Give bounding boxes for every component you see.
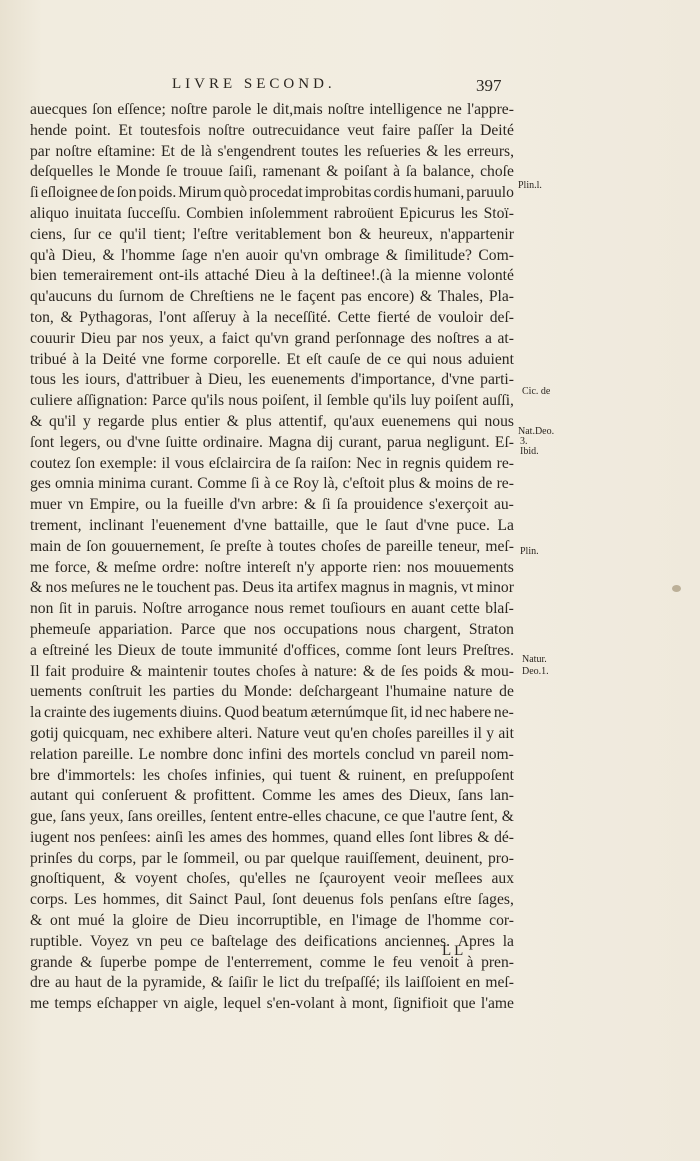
text-line: me force, & meſme ordre: noſtre intereſt n'y apporte rien: nos mouuements [30, 558, 514, 576]
margin-note: Deo.1. [522, 666, 549, 677]
body-text [30, 100, 514, 1015]
text-line: phemeuſe appariation. Parce que nos occupations nous chargent, Straton [30, 620, 514, 638]
text-line: corps. Les hommes, dit Sainct Paul, ſont deuenus fols penſans eſtre ſages, [30, 891, 514, 909]
page-number: 397 [476, 76, 502, 95]
text-line: a eſtreiné les Dieux de toute immunité d'offices, comme ſont leurs Preſtres. [30, 641, 514, 659]
text-line: & nos meſures ne le touchent pas. Deus ita artifex magnus in magnis, vt minor [30, 579, 514, 597]
text-line: trement, inclinant l'euenement d'vne battaille, que le ſaut d'vne puce. La [30, 516, 514, 534]
text-line: non ſit in paruis. Noſtre arrogance nous remet touſiours en auant cette blaſ- [30, 600, 514, 618]
text-line: couurir Dieu par nos yeux, a faict qu'vn grand perſonnage des noſtres a at- [30, 329, 514, 347]
running-head: LIVRE SECOND. [172, 76, 336, 92]
margin-note: Cic. de [522, 386, 551, 397]
text-line: culiere aſſignation: Parce qu'ils nous poiſent, il ſemble qu'ils luy poiſent auſſi, [30, 392, 514, 410]
text-line: Il fait produire & maintenir toutes choſes à nature: & de ſes poids & mou- [30, 662, 514, 680]
margin-note: 3. [520, 436, 528, 447]
text-line: la crainte des iugements diuins. Quod beatum æternúmque ſit, id nec habere ne- [30, 704, 514, 722]
text-line: autant qui conſeruent & profittent. Comme les ames des Dieux, ſans lan- [30, 787, 514, 805]
text-line: main de ſon gouuernement, ſe preſte à toutes choſes de pareille teneur, meſ- [30, 537, 514, 555]
text-line: & ont mué la gloire de Dieu incorruptible, en l'image de l'homme cor- [30, 912, 514, 930]
text-line: ges omnia minima curant. Comme ſi à ce Roy là, c'eſtoit plus & moins de re- [30, 475, 514, 493]
text-line: iugent nos penſees: ainſi les ames des hommes, quand elles ſont libres & dé- [30, 828, 514, 846]
text-line: qu'aucuns du ſurnom de Chreſtiens ne le façent pas encore) & Thales, Pla- [30, 288, 514, 306]
text-line: prinſes du corps, par le ſommeil, ou par quelque rauiſſement, deuinent, pro- [30, 849, 514, 867]
text-line: ruptible. Voyez vn peu ce baſtelage des deifications anciennes. Apres la [30, 932, 514, 950]
text-line: ſi eſloignee de ſon poids. Mirum quò procedat improbitas cordis humani, paruulo [30, 184, 514, 202]
paper-stain [672, 585, 681, 592]
text-line: bien temerairement ont-ils attaché Dieu à la deſtinee!.(à la mienne volonté [30, 267, 514, 285]
margin-note: Plin.l. [518, 180, 542, 191]
page-header [0, 76, 700, 100]
text-line: ciens, ſur ce qu'il tient; l'eſtre veritablement bon & heureux, n'appartenir [30, 225, 514, 243]
margin-note: Nat.Deo. [518, 426, 555, 437]
text-line: auecques ſon eſſence; noſtre parole le dit,mais noſtre intelligence ne l'appre- [30, 101, 514, 118]
text-line: me temps eſchapper vn aigle, lequel s'en-volant à mont, ſignifioit que l'ame [30, 995, 514, 1013]
text-line: uements conſtruit les parties du Monde: deſchargeant l'humaine nature de [30, 683, 514, 701]
text-line: ſont legers, ou d'vne ſuitte ordinaire. Magna dij curant, parua negligunt. Eſ- [30, 433, 514, 451]
text-line: bre d'immortels: les choſes infinies, qui tuent & ruinent, en preſuppoſent [30, 766, 514, 784]
text-line: gnoſtiquent, & voyent choſes, qu'elles ne ſçauroyent veoir meſlees aux [30, 870, 514, 888]
text-line: hende point. Et toutesfois noſtre outrecuidance veut faire paſſer la Deité [30, 121, 514, 139]
text-line: grande & ſuperbe pompe de l'enterrement, comme le feu venoit à pren- [30, 953, 514, 971]
text-line: & qu'il y regarde plus entier & plus attentif, qu'aux euenemens qui nous [30, 412, 514, 430]
catchword: LL [442, 943, 467, 959]
margin-note: Ibid. [520, 446, 539, 457]
text-line: tribué à la Deité vne forme corporelle. Et eſt cauſe de ce qui nous aduient [30, 350, 514, 368]
text-line: gotij quicquam, nec exhibere alteri. Nature veut qu'en choſes pareilles il y ait [30, 724, 514, 742]
text-line: ton, & Pythagoras, l'ont aſſeruy à la neceſſité. Cette fierté de vouloir deſ- [30, 308, 514, 326]
text-line: dre au haut de la pyramide, & ſaiſir le lict du treſpaſſé; ils laiſſoient en meſ- [30, 974, 514, 992]
margin-note: Natur. [522, 654, 547, 665]
text-line: tous les iours, d'attribuer à Dieu, les euenements d'importance, d'vne parti- [30, 371, 514, 389]
text-line: qu'à Dieu, & l'homme ſage n'en auoir qu'vn ombrage & ſimilitude? Com- [30, 246, 514, 264]
text-line: muer vn Empire, ou la fueille d'vn arbre: & ſi ſa prouidence s'exerçoit au- [30, 496, 514, 514]
text-line: coutez ſon exemple: il vous eſclaircira de ſa raiſon: Nec in regnis quidem re- [30, 454, 514, 472]
margin-note: Plin. [520, 546, 539, 557]
text-line: deſquelles le Monde ſe trouue ſaiſi, ramenant & poiſant à ſa balance, choſe [30, 163, 514, 181]
text-line: relation pareille. Le nombre donc infini des mortels conclud vn pareil nom- [30, 745, 514, 763]
text-line: aliquo inuitata ſucceſſu. Combien inſolemment rabroüent Epicurus les Stoï- [30, 204, 514, 222]
text-line: par noſtre eſtamine: Et de là s'engendrent toutes les reſueries & les erreurs, [30, 142, 514, 160]
text-line: gue, ſans yeux, ſans oreilles, ſentent entre-elles chacune, ce que l'autre ſent, & [30, 808, 514, 826]
